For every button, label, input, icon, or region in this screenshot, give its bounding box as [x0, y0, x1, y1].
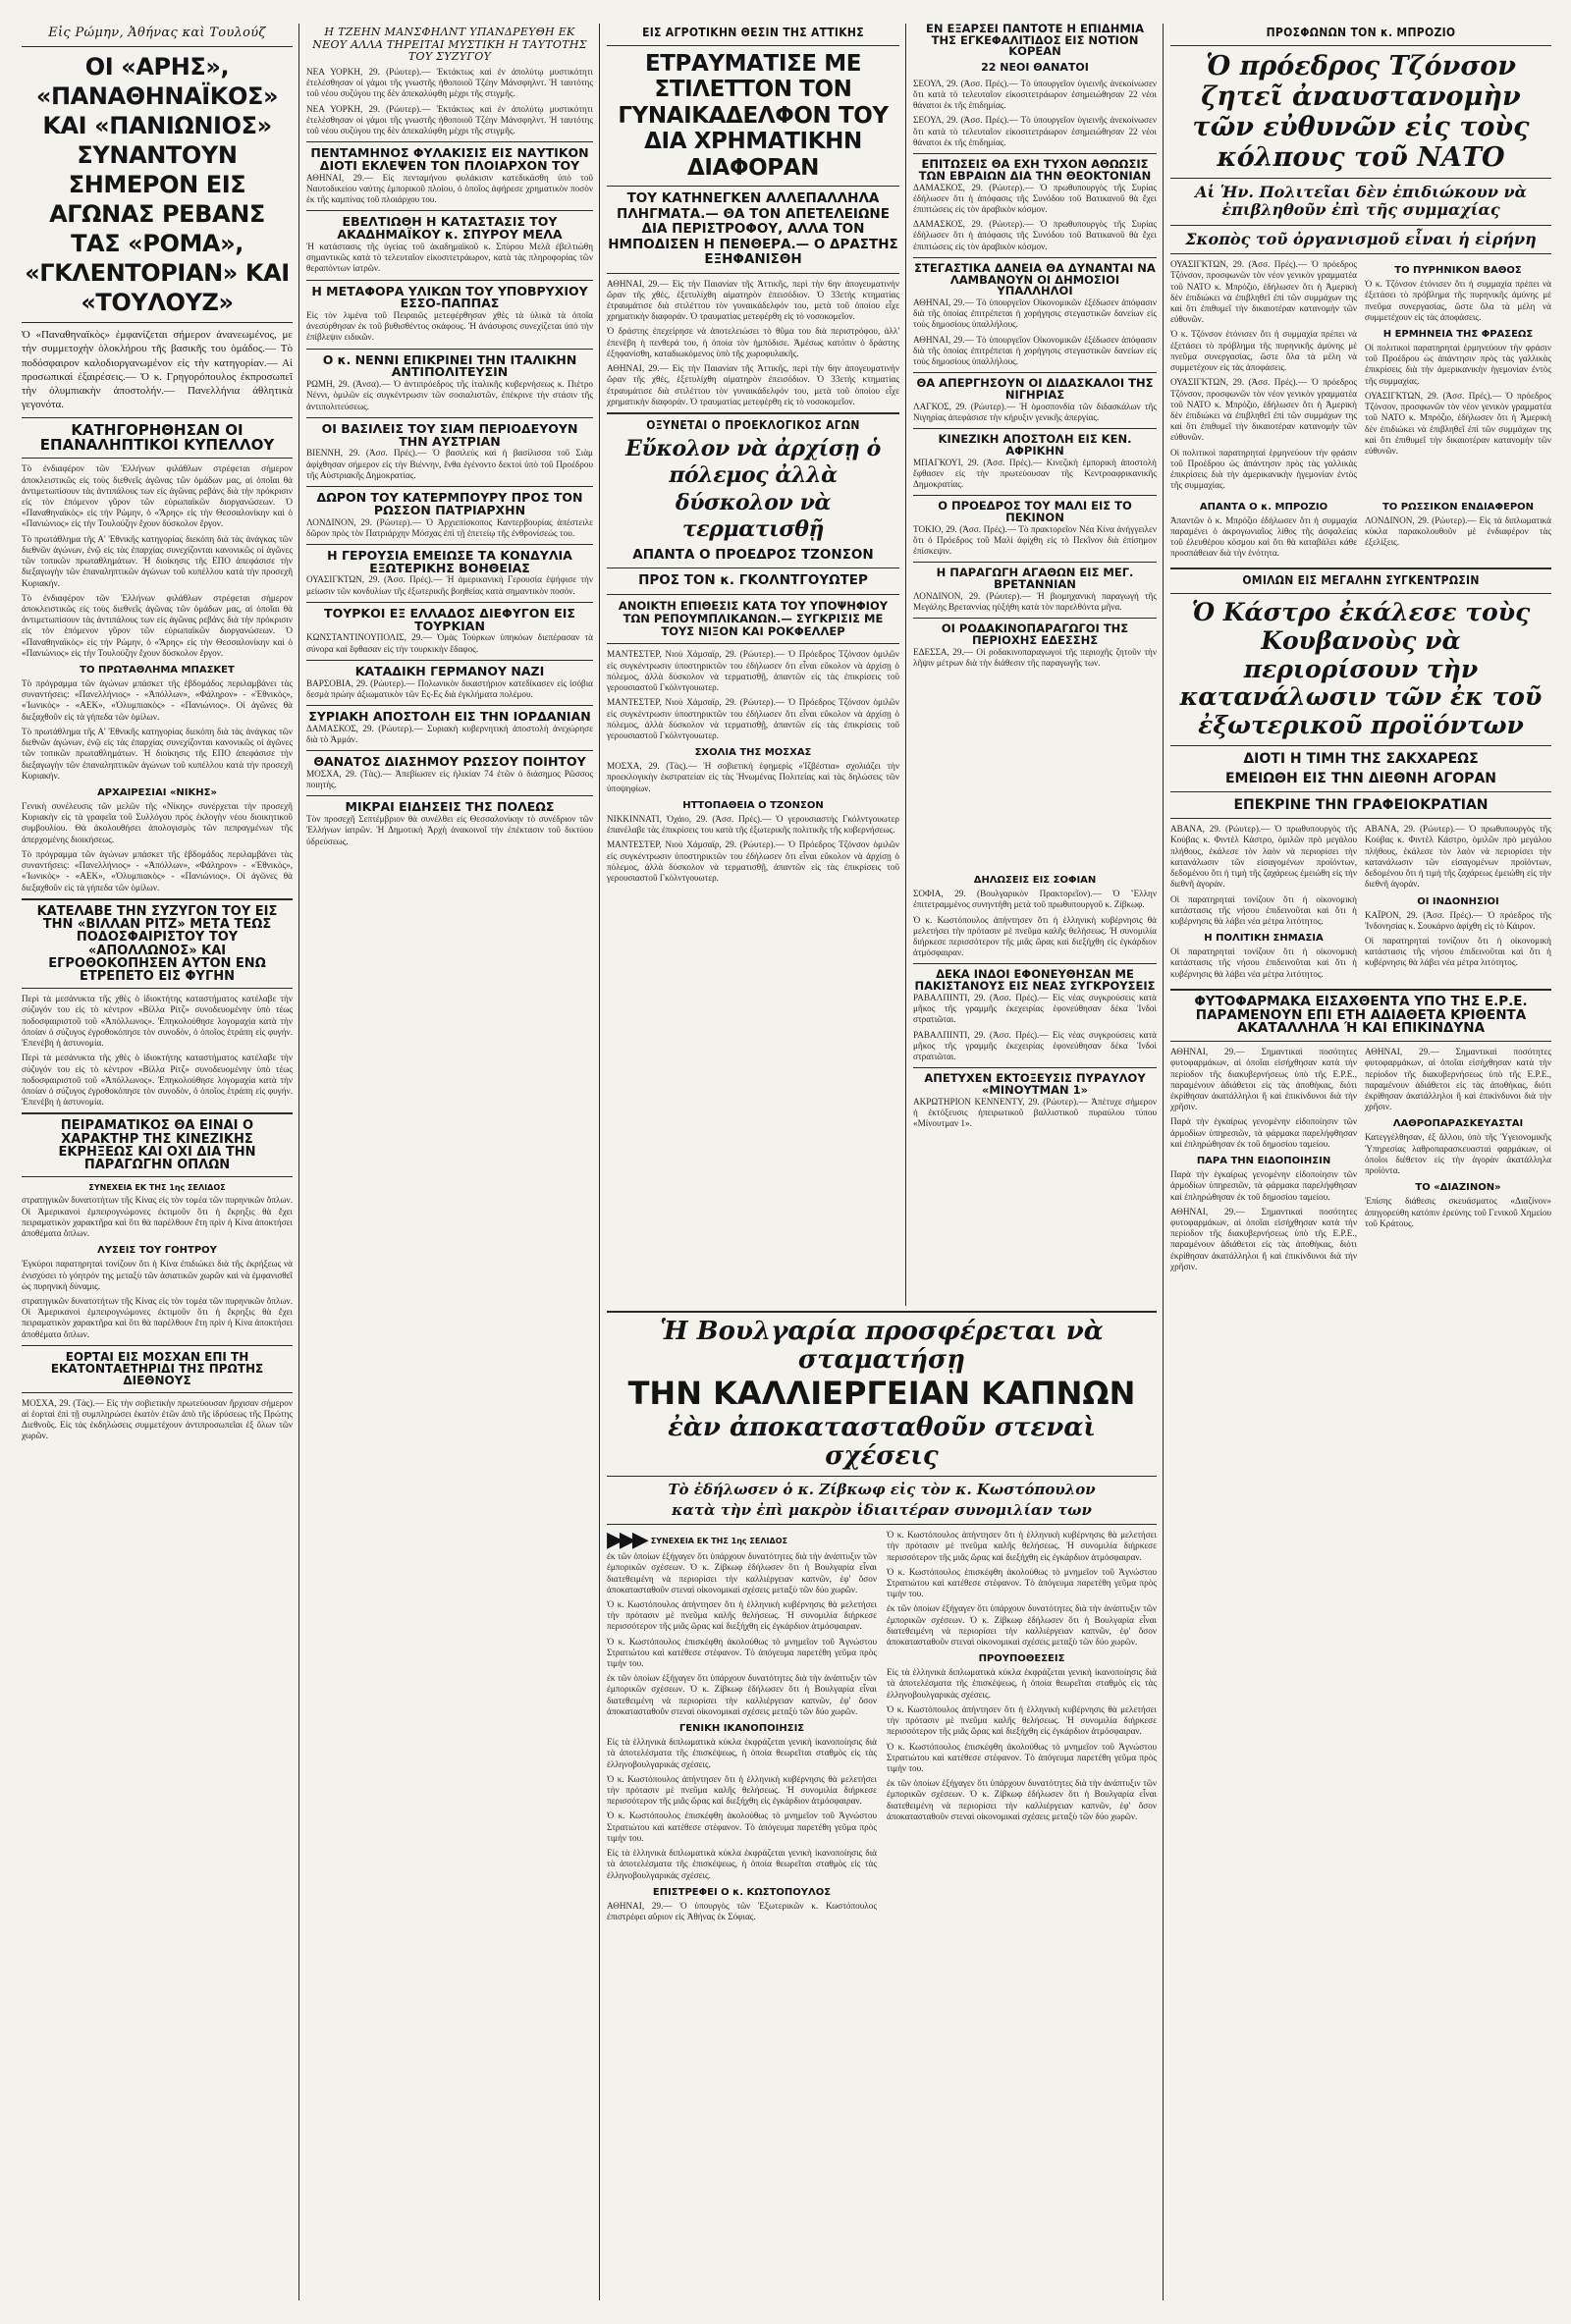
section-heading: ΚΑΤΗΓΟΡΗΘΗΣΑΝ ΟΙ ΕΠΑΝΑΛΗΠΤΙΚΟΙ ΚΥΠΕΛΛΟΥ	[39, 420, 275, 455]
paragraph: Γενικὴ συνέλευσις τῶν μελῶν τῆς «Νίκης» συνέρχεται τὴν προσεχῆ Κυριακὴν εἰς τὰ γραφεῖα τοῦ Συλλόγου πρὸς ἐκλογὴν νέου διοικητικοῦ συμβουλίου. Θὰ ἀκολουθήσει ἀπολογισμὸς τῶν πεπραγμένων τῆς ἀπερχομένης διοικήσεως.	[22, 801, 293, 844]
column-2	[306, 24, 593, 2300]
paragraph: ΣΟΦΙΑ, 29. (Βουλγαρικὸν Πρακτορεῖον).— Ὁ Ἕλλην ἐπιτετραμμένος συνηντήθη μετὰ τοῦ πρωθυπουργοῦ κ. Ζίβκωφ.	[913, 889, 1157, 910]
paragraph: Τὸ ἐνδιαφέρον τῶν Ἑλλήνων φιλάθλων στρέφεται σήμερον ἀποκλειστικῶς εἰς τοὺς διεθνεῖς ἀγῶνας τῶν ὁμάδων μας, αἱ ὁποῖαι θὰ ἀντιμετωπίσουν τὰς ἀντιπάλους των εἰς ἀγῶνας ρεβάνς διὰ τὴν πρόκρισιν εἰς τὸν ἑπόμενον γῦρον τῶν εὐρωπαϊκῶν διοργανώσεων. Ὁ «Παναθηναϊκὸς» εἰς τὴν Ρώμην, ὁ «Ἄρης» εἰς τὴν Θεσσαλονίκην καὶ ὁ «Πανιώνιος» εἰς τὴν Τουλούζην ἔχουν δύσκολον ἔργον.	[22, 592, 293, 658]
paragraph: ΒΙΕΝΝΗ, 29. (Ἀσσ. Πρές).— Ὁ βασιλεὺς καὶ ἡ βασίλισσα τοῦ Σιὰμ ἀφίχθησαν σήμερον εἰς τὴν Βιέννην, ἔνθα ἐγένοντο δεκτοὶ ὑπὸ τοῦ Προέδρου τῆς Αὐστριακῆς Δημοκρατίας.	[306, 448, 593, 480]
section-heading: ΠΑΡΑ ΤΗΝ ΕΙΔΟΠΟΙΗΣΙΝ	[1196, 1156, 1331, 1167]
paragraph: Ὁ κ. Τζόνσον ἐτόνισεν ὅτι ἡ συμμαχία πρέπει νὰ ἐξετάσει τὸ πρόβλημα τῆς πυρηνικῆς ἀμύνης μὲ πνεῦμα συνεργασίας, ὥστε ὅλα τὰ μέλη νὰ συμμετέχουν εἰς τὰς ἀποφάσεις.	[1365, 279, 1551, 322]
column-5	[1170, 24, 1551, 2300]
story-headline: ΣΤΕΓΑΣΤΙΚΑ ΔΑΝΕΙΑ ΘΑ ΔΥΝΑΝΤΑΙ ΝΑ ΛΑΜΒΑΝΟΥΝ ΟΙ ΔΗΜΟΣΙΟΙ ΥΠΑΛΛΗΛΟΙ	[914, 260, 1156, 298]
subheadline: 22 ΝΕΟΙ ΘΑΝΑΤΟΙ	[981, 61, 1089, 75]
section-heading: ΓΕΝΙΚΗ ΙΚΑΝΟΠΟΙΗΣΙΣ	[678, 1723, 805, 1735]
paragraph: Τὸ ἐνδιαφέρον τῶν Ἑλλήνων φιλάθλων στρέφεται σήμερον ἀποκλειστικῶς εἰς τοὺς διεθνεῖς ἀγῶνας τῶν ὁμάδων μας, αἱ ὁποῖαι θὰ ἀντιμετωπίσουν τὰς ἀντιπάλους των εἰς ἀγῶνας ρεβάνς διὰ τὴν πρόκρισιν εἰς τὸν ἑπόμενον γῦρον τῶν εὐρωπαϊκῶν διοργανώσεων. Ὁ «Παναθηναϊκὸς» εἰς τὴν Ρώμην, ὁ «Ἄρης» εἰς τὴν Θεσσαλονίκην καὶ ὁ «Πανιώνιος» εἰς τὴν Τουλούζην ἔχουν δύσκολον ἔργον.	[22, 463, 293, 529]
section-heading: ΕΠΙΣΤΡΕΦΕΙ Ο κ. ΚΩΣΤΟΠΟΥΛΟΣ	[652, 1886, 832, 1898]
kicker: ΕΙΣ ΑΓΡΟΤΙΚΗΝ ΘΕΣΙΝ ΤΗΣ ΑΤΤΙΚΗΣ	[642, 26, 864, 39]
wide-story-col	[887, 1530, 1157, 1926]
paragraph: ΡΩΜΗ, 29. (Ἀνσα).— Ὁ ἀντιπρόεδρος τῆς ἰταλικῆς κυβερνήσεως κ. Πιέτρο Νέννι, ὁμιλῶν εἰς συγκέντρωσιν τῶν σοσιαλιστῶν, ἐπέκρινε τὴν στάσιν τῆς ἀντιπολιτεύσεως.	[306, 379, 593, 411]
headline: ΕΤΡΑΥΜΑΤΙΣΕ ΜΕ ΣΤΙΛΕΤΤΟΝ ΤΟΝ ΓΥΝΑΙΚΑΔΕΛΦΟΝ ΤΟΥ ΔΙΑ ΧΡΗΜΑΤΙΚΗΝ ΔΙΑΦΟΡΑΝ	[618, 50, 889, 181]
kicker: ΟΞΥΝΕΤΑΙ Ο ΠΡΟΕΚΛΟΓΙΚΟΣ ΑΓΩΝ	[646, 417, 860, 432]
paragraph: Κατεγγέλθησαν, ἐξ ἄλλου, ὑπὸ τῆς Ὑγειονομικῆς Ὑπηρεσίας λαθροπαρασκευασταὶ φαρμάκων, οἱ ὁποῖοι διέθετον εἰς τὴν ἀγορὰν ἀκατάλληλα προϊόντα.	[1365, 1132, 1551, 1176]
lead-paragraph: Ὁ «Παναθηναϊκὸς» ἐμφανίζεται σήμερον ἀνανεωμένος, με τὴν συμμετοχὴν ὁλοκλήρου τῆς βασικῆς του ὁμάδος.— Τὸ ποδόσφαιρον καλοδιοργανωμένον εἰς τὴν κατηγορίαν.— Αἱ προσωπικαὶ ἐξαιρέσεις.— Ὁ κ. Γρηγορόπουλος ἐκπροσωπεῖ τὴν ὀλυμπιακὴν ἀποστολήν.— Πανελλήνια ἀθλητικὰ γεγονότα.	[22, 328, 293, 411]
paragraph: Οἱ παρατηρηταὶ τονίζουν ὅτι ἡ οἰκονομικὴ κατάστασις τῆς νήσου ἐπιδεινοῦται καὶ ὅτι ἡ κυβέρνησις θὰ λάβει νέα μέτρα λιτότητος.	[1170, 893, 1357, 926]
paragraph: ΑΘΗΝΑΙ, 29.— Τὸ ὑπουργεῖον Οἰκονομικῶν ἐξέδωσεν ἀπόφασιν διὰ τῆς ὁποίας ἐπιτρέπεται ἡ χορήγησις στεγαστικῶν δανείων εἰς τοὺς δημοσίους ὑπαλλήλους.	[913, 334, 1157, 367]
paragraph: ΑΘΗΝΑΙ, 29.— Σημαντικαὶ ποσότητες φυτοφαρμάκων, αἱ ὁποῖαι εἰσήχθησαν κατὰ τὴν περίοδον τῆς διακυβερνήσεως ὑπὸ τῆς Ε.Ρ.Ε., παραμένουν ἀδιάθετοι εἰς τὰς ἀποθήκας, διότι ἐκρίθησαν ἀκατάλληλοι ἢ καὶ ἐπικίνδυνοι διὰ τὴν χρῆσιν.	[1170, 1047, 1357, 1112]
paragraph: ΡΑΒΑΛΠΙΝΤΙ, 29. (Ἀσσ. Πρές).— Εἰς νέας συγκρούσεις κατὰ μῆκος τῆς γραμμῆς ἐκεχειρίας ἐφονεύθησαν δέκα Ἰνδοὶ στρατιῶται.	[913, 1029, 1157, 1061]
story-headline: ΕΒΕΛΤΙΩΘΗ Η ΚΑΤΑΣΤΑΣΙΣ ΤΟΥ ΑΚΑΔΗΜΑΪΚΟΥ κ. ΣΠΥΡΟΥ ΜΕΛΑ	[337, 214, 563, 243]
paragraph: ΜΟΣΧΑ, 29. (Τὰς).— Εἰς τὴν σοβιετικὴν πρωτεύουσαν ἤρχισαν σήμερον αἱ ἑορταὶ ἐπὶ τῇ συμπληρώσει ἑκατὸν ἐτῶν ἀπὸ τῆς ἱδρύσεως τῆς Πρώτης Διεθνοῦς. Εἰς τὰς ἐκδηλώσεις συμμετέχουν ἀντιπροσωπεῖαι ἐξ ὅλων τῶν χωρῶν.	[22, 1397, 293, 1441]
paragraph: Ὁ κ. Κωστόπουλος ἀπήντησεν ὅτι ἡ ἑλληνικὴ κυβέρνησις θὰ μελετήσει τὴν πρότασιν μὲ πνεῦμα καλῆς θελήσεως. Ἡ συνομιλία διήρκεσε περισσότερον τῆς μιᾶς ὥρας καὶ διεξήχθη εἰς ἐγκάρδιον ἀτμόσφαιραν.	[887, 1530, 1157, 1562]
section-heading: ΤΟ ΠΡΩΤΑΘΛΗΜΑ ΜΠΑΣΚΕΤ	[80, 665, 235, 676]
paragraph: ΝΕΑ ΥΟΡΚΗ, 29. (Ρώυτερ).— Ἐκτάκτως καὶ ἐν ἀπολύτῳ μυστικότητι ἐτελέσθησαν οἱ γάμοι τῆς γνωστῆς ἠθοποιοῦ Τζέην Μάνσφηλντ. Ἡ ταυτότης τοῦ νέου συζύγου της δὲν ἀπεκαλύφθη μέχρι τῆς στιγμῆς.	[306, 66, 593, 99]
paragraph: ΣΕΟΥΛ, 29. (Ἀσσ. Πρές).— Τὸ ὑπουργεῖον ὑγιεινῆς ἀνεκοίνωσεν ὅτι κατὰ τὸ τελευταῖον εἰκοσιτετράωρον ἐσημειώθησαν 22 νέοι θάνατοι ἐκ τῆς ἐπιδημίας.	[913, 78, 1157, 111]
section-heading: ΛΑΘΡΟΠΑΡΑΣΚΕΥΑΣΤΑΙ	[1392, 1118, 1524, 1130]
headline: Ἡ Βουλγαρία προσφέρεται νὰ σταματήσῃ	[660, 1317, 1104, 1375]
section-heading: Η ΠΟΛΙΤΙΚΗ ΣΗΜΑΣΙΑ	[1204, 933, 1324, 945]
kicker: ΠΡΟΣΦΩΝΩΝ ΤΟΝ κ. ΜΠΡΟΖΙΟ	[1266, 26, 1456, 39]
story-headline: Η ΜΕΤΑΦΟΡΑ ΥΛΙΚΩΝ ΤΟΥ ΥΠΟΒΡΥΧΙΟΥ ΕΣΣΟ-ΠΑΠΠΑΣ	[311, 283, 588, 311]
subheadline: ΤΟΥ ΚΑΤΗΝΕΓΚΕΝ ΑΛΛΕΠΑΛΛΗΛΑ ΠΛΗΓΜΑΤΑ.— ΘΑ ΤΟΝ ΑΠΕΤΕΛΕΙΩΝΕ ΔΙΑ ΠΕΡΙΣΤΡΟΦΟΥ, ΑΛΛΑ ΤΟΝ ΗΜΠΟΔΙΣΕΝ Η ΠΕΝΘΕΡΑ.— Ο ΔΡΑΣΤΗΣ ΕΞΗΦΑΝΙΣΘΗ	[608, 189, 898, 268]
paragraph: ΛΟΝΔΙΝΟΝ, 29. (Ρώυτερ).— Ἡ βιομηχανικὴ παραγωγὴ τῆς Μεγάλης Βρεταννίας ηὐξήθη κατὰ τὸν παρελθόντα μῆνα.	[913, 590, 1157, 613]
paragraph: ΑΒΑΝΑ, 29. (Ρώυτερ).— Ὁ πρωθυπουργὸς τῆς Κούβας κ. Φιντὲλ Κάστρο, ὁμιλῶν πρὸ μεγάλου πλήθους, ἐκάλεσε τὸν λαὸν νὰ περιορίσει τὴν κατανάλωσιν τῶν εἰσαγομένων προϊόντων, δεδομένου ὅτι ἡ τιμὴ τῆς ζαχάρεως ἐμειώθη εἰς τὴν διεθνῆ ἀγοράν.	[1365, 824, 1551, 890]
story-headline: ΕΝ ΕΞΑΡΣΕΙ ΠΑΝΤΟΤΕ Η ΕΠΙΔΗΜΙΑ ΤΗΣ ΕΓΚΕΦΑΛΙΤΙΔΟΣ ΕΙΣ ΝΟΤΙΟΝ ΚΟΡΕΑΝ	[926, 24, 1144, 59]
column-3	[607, 24, 899, 1300]
section-heading: ΔΗΛΩΣΕΙΣ ΕΙΣ ΣΟΦΙΑΝ	[973, 875, 1097, 887]
headline: Ὁ πρόεδρος Τζόνσον ζητεῖ ἀναυστανομὴν τῶν εὐθυνῶν εἰς τοὺς κόλπους τοῦ ΝΑΤΟ	[1192, 50, 1530, 173]
paragraph: ΛΟΝΔΙΝΟΝ, 29. (Ρώυτερ).— Εἰς τὰ διπλωματικὰ κύκλα παρακολουθοῦν μὲ ἐνδιαφέρον τὰς ἐξελίξεις.	[1365, 514, 1551, 547]
story-headline: ΕΠΙΤΩΣΕΙΣ ΘΑ ΕΧΗ ΤΥΧΟΝ ΑΘΩΩΣΙΣ ΤΩΝ ΕΒΡΑΙΩΝ ΔΙΑ ΤΗΝ ΘΕΟΚΤΟΝΙΑΝ	[918, 157, 1152, 183]
paragraph: Παρὰ τὴν ἐγκαίρως γενομένην εἰδοποίησιν τῶν ἁρμοδίων ὑπηρεσιῶν, τὰ φάρμακα παρελήφθησαν καὶ ἐπληρώθησαν ἐκ τοῦ δημοσίου ταμείου.	[1170, 1169, 1357, 1202]
paragraph: στρατηγικῶν δυνατοτήτων τῆς Κίνας εἰς τὸν τομέα τῶν πυρηνικῶν ὅπλων. Οἱ Ἀμερικανοὶ ἐμπειρογνώμονες ἐκτιμοῦν ὅτι ἡ ἔκρηξις θὰ ἔχει πειραματικὸν χαρακτῆρα καὶ ὅτι θὰ παρέλθουν ἔτη πρὶν ἡ Κίνα ἀποκτήσει ἀποθέματα ὅπλων.	[22, 1295, 293, 1339]
paragraph: Τὸ πρωτάθλημα τῆς Α' Ἐθνικῆς κατηγορίας διεκόπη διὰ τὰς ἀνάγκας τῶν διεθνῶν ἀγώνων, ἐνῷ εἰς τὰς ἐπαρχίας συνεχίζονται κανονικῶς οἱ ἀγῶνες τῶν τοπικῶν πρωταθλημάτων. Ἡ διοίκησις τῆς ΕΠΟ ἀπεφάσισε τὴν διεξαγωγὴν τῶν ἐπαναληπτικῶν ἀγώνων τοῦ κυπέλλου κατὰ τὴν προσεχῆ Κυριακήν.	[22, 726, 293, 781]
subheadline: κατὰ τὴν ἐπὶ μακρὸν ἰδιαιτέραν συνομιλίαν των	[672, 1500, 1092, 1519]
kicker: ΟΜΙΛΩΝ ΕΙΣ ΜΕΓΑΛΗΝ ΣΥΓΚΕΝΤΡΩΣΙΝ	[1242, 573, 1480, 588]
story-headline: ΚΙΝΕΖΙΚΗ ΑΠΟΣΤΟΛΗ ΕΙΣ ΚΕΝ. ΑΦΡΙΚΗΝ	[938, 432, 1132, 458]
paragraph: ΔΑΜΑΣΚΟΣ, 29. (Ρώυτερ).— Συριακὴ κυβερνητικὴ ἀποστολὴ ἀνεχώρησε διὰ τὸ Ἀμμάν.	[306, 723, 593, 744]
paragraph: Τὸν προσεχῆ Σεπτέμβριον θὰ συνέλθει εἰς Θεσσαλονίκην τὸ συνέδριον τῶν Ἑλλήνων ἰατρῶν. Ἡ Δημοτικὴ Ἀρχὴ ἀνακοινοῖ τὴν ἐπέκτασιν τοῦ δικτύου ὑδρεύσεως.	[306, 814, 593, 846]
paragraph: ΑΘΗΝΑΙ, 29.— Εἰς πενταμήνου φυλάκισιν κατεδικάσθη ὑπὸ τοῦ Ναυτοδικείου ναύτης ἐμπορικοῦ πλοίου, ὁ ὁποῖος ἀφήρεσε χρηματικὸν ποσὸν ἐκ τῆς καμπίνας τοῦ πλοιάρχου του.	[306, 172, 593, 205]
story-headline: Η ΤΖΕΗΝ ΜΑΝΣΦΗΛΝΤ ΥΠΑΝΔΡΕΥΘΗ ΕΚ ΝΕΟΥ ΑΛΛΑ ΤΗΡΕΙΤΑΙ ΜΥΣΤΙΚΗ Η ΤΑΥΤΟΤΗΣ ΤΟΥ ΣΥΖΥΓΟΥ	[312, 26, 587, 64]
story-headline: ΤΟΥΡΚΟΙ ΕΞ ΕΛΛΑΔΟΣ ΔΙΕΦΥΓΟΝ ΕΙΣ ΤΟΥΡΚΙΑΝ	[324, 605, 575, 633]
arrow-icon: ▶▶▶	[607, 1528, 645, 1553]
story-headline: ΚΑΤΑΔΙΚΗ ΓΕΡΜΑΝΟΥ ΝΑΖΙ	[354, 663, 545, 678]
paragraph: ΜΑΝΤΕΣΤΕΡ, Νιοὺ Χάμσαϊρ, 29. (Ρώυτερ).— Ὁ Πρόεδρος Τζόνσον ὁμιλῶν εἰς συγκέντρωσιν ὑποστηρικτῶν του ἐδήλωσεν ὅτι εἶναι εὔκολον νὰ ἀρχίσῃ ὁ πόλεμος, ἀλλὰ δύσκολον νὰ τερματισθῇ, ἀπαντῶν εἰς τὰς ἐπικρίσεις τοῦ γερουσιαστοῦ Γκόλντγουωτερ.	[607, 649, 899, 693]
paragraph: ΑΘΗΝΑΙ, 29.— Σημαντικαὶ ποσότητες φυτοφαρμάκων, αἱ ὁποῖαι εἰσήχθησαν κατὰ τὴν περίοδον τῆς διακυβερνήσεως ὑπὸ τῆς Ε.Ρ.Ε., παραμένουν ἀδιάθετοι εἰς τὰς ἀποθήκας, διότι ἐκρίθησαν ἀκατάλληλοι ἢ καὶ ἐπικίνδυνοι διὰ τὴν χρῆσιν.	[1170, 1206, 1357, 1271]
paragraph: Εἰς τὰ ἑλληνικὰ διπλωματικὰ κύκλα ἐκφράζεται γενικὴ ἱκανοποίησις διὰ τὰ ἀποτελέσματα τῆς ἐπισκέψεως, ἡ ὁποία θεωρεῖται σταθμὸς εἰς τὰς ἑλληνοβουλγαρικὰς σχέσεις.	[607, 1848, 877, 1880]
paragraph: Τὸ πρωτάθλημα τῆς Α' Ἐθνικῆς κατηγορίας διεκόπη διὰ τὰς ἀνάγκας τῶν διεθνῶν ἀγώνων, ἐνῷ εἰς τὰς ἐπαρχίας συνεχίζονται κανονικῶς οἱ ἀγῶνες τῶν τοπικῶν πρωταθλημάτων. Ἡ διοίκησις τῆς ΕΠΟ ἀπεφάσισε τὴν διεξαγωγὴν τῶν ἐπαναληπτικῶν ἀγώνων τοῦ κυπέλλου κατὰ τὴν προσεχῆ Κυριακήν.	[22, 533, 293, 588]
section-heading: ΑΠΑΝΤΑ Ο κ. ΜΠΡΟΖΙΟ	[1199, 501, 1328, 513]
headline: ΟΙ «ΑΡΗΣ», «ΠΑΝΑΘΗΝΑΪΚΟΣ» ΚΑΙ «ΠΑΝΙΩΝΙΟΣ» ΣΥΝΑΝΤΟΥΝ ΣΗΜΕΡΟΝ ΕΙΣ ΑΓΩΝΑΣ ΡΕΒΑΝΣ ΤΑΣ «ΡΟΜΑ», «ΓΚΛΕΝΤΟΡΙΑΝ» ΚΑΙ «ΤΟΥΛΟΥΖ»	[25, 52, 290, 316]
story-headline: Ο κ. ΝΕΝΝΙ ΕΠΙΚΡΙΝΕΙ ΤΗΝ ΙΤΑΛΙΚΗΝ ΑΝΤΙΠΟΛΙΤΕΥΣΙΝ	[322, 351, 577, 380]
paragraph: Οἱ παρατηρηταὶ τονίζουν ὅτι ἡ οἰκονομικὴ κατάστασις τῆς νήσου ἐπιδεινοῦται καὶ ὅτι ἡ κυβέρνησις θὰ λάβει νέα μέτρα λιτότητος.	[1170, 946, 1357, 979]
story-headline: Η ΠΑΡΑΓΩΓΗ ΑΓΑΘΩΝ ΕΙΣ ΜΕΓ. ΒΡΕΤΑΝΝΙΑΝ	[936, 566, 1134, 592]
paragraph: ΚΑΪΡΟΝ, 29. (Ἀσσ. Πρές).— Ὁ πρόεδρος τῆς Ἰνδονησίας κ. Σουκάρνο ἀφίχθη εἰς τὸ Κάιρον.	[1365, 909, 1551, 931]
paragraph: ΟΥΑΣΙΓΚΤΩΝ, 29. (Ἀσσ. Πρές).— Ὁ πρόεδρος Τζόνσον, προσφωνῶν τὸν νέον γενικὸν γραμματέα τοῦ ΝΑΤΟ κ. Μπρόζιο, ἐδήλωσεν ὅτι ἡ Ἀμερικὴ δὲν ἐπιδιώκει νὰ ἐπιβληθεῖ ἐπὶ τῶν συμμάχων της καὶ ὅτι ἐπιθυμεῖ τὴν δικαιοτέραν κατανομὴν τῶν εὐθυνῶν.	[1170, 377, 1357, 443]
paragraph: Ὁ κ. Κωστόπουλος ἐπισκέφθη ἀκολούθως τὸ μνημεῖον τοῦ Ἀγνώστου Στρατιώτου καὶ κατέθεσε στέφανον. Τὸ ἀπόγευμα παρετέθη γεῦμα πρὸς τιμήν του.	[607, 1636, 877, 1669]
paragraph: Εἰς τὸν λιμένα τοῦ Πειραιῶς μετεφέρθησαν χθὲς τὰ ὑλικὰ τὰ ὁποῖα ἀνεσύρθησαν ἐκ τοῦ βυθισθέντος σκάφους. Ἡ ἀνάσυρσις συνεχίζεται ὑπὸ τὴν ἐπίβλεψιν ειδικῶν.	[306, 310, 593, 343]
story-headline: ΟΙ ΒΑΣΙΛΕΙΣ ΤΟΥ ΣΙΑΜ ΠΕΡΙΟΔΕΥΟΥΝ ΤΗΝ ΑΥΣΤΡΙΑΝ	[321, 420, 578, 449]
story-headline: ΟΙ ΡΟΔΑΚΙΝΟΠΑΡΑΓΩΓΟΙ ΤΗΣ ΠΕΡΙΟΧΗΣ ΕΔΕΣΣΗΣ	[941, 622, 1129, 647]
paragraph: ἐκ τῶν ὁποίων ἐξήγαγεν ὅτι ὑπάρχουν δυνατότητες διὰ τὴν ἀνάπτυξιν τῶν ἐμπορικῶν σχέσεων. Ὁ κ. Ζίβκωφ ἐδήλωσεν ὅτι ἡ Βουλγαρία εἶναι διατεθειμένη νὰ περιορίσει τὴν καλλιέργειαν καπνῶν, ἐφ' ὅσον ἀποκατασταθοῦν στεναὶ οἰκονομικαὶ σχέσεις μεταξὺ τῶν δύο χωρῶν.	[607, 1673, 877, 1716]
paragraph: Ἀπαντῶν ὁ κ. Μπρόζιο ἐδήλωσεν ὅτι ἡ συμμαχία παραμένει ὁ ἀκρογωνιαῖος λίθος τῆς ἀσφαλείας τοῦ ἐλευθέρου κόσμου καὶ ὅτι θὰ καταβάλει κάθε προσπάθειαν διὰ τὴν ἑνότητα.	[1170, 514, 1357, 559]
paragraph: ἐκ τῶν ὁποίων ἐξήγαγεν ὅτι ὑπάρχουν δυνατότητες διὰ τὴν ἀνάπτυξιν τῶν ἐμπορικῶν σχέσεων. Ὁ κ. Ζίβκωφ ἐδήλωσεν ὅτι ἡ Βουλγαρία εἶναι διατεθειμένη νὰ περιορίσει τὴν καλλιέργειαν καπνῶν, ἐφ' ὅσον ἀποκατασταθοῦν στεναὶ οἰκονομικαὶ σχέσεις μεταξὺ τῶν δύο χωρῶν.	[887, 1603, 1157, 1648]
paragraph: ΝΙΚΚΙΝΝΑΤΙ, Ὀχάιο, 29. (Ἀσσ. Πρές).— Ὁ γερουσιαστὴς Γκόλντγουωτερ ἐπανέλαβε τὰς ἐπικρίσεις του κατὰ τῆς ἐξωτερικῆς πολιτικῆς τῆς κυβερνήσεως.	[607, 813, 899, 836]
section-heading: Η ΕΡΜΗΝΕΙΑ ΤΗΣ ΦΡΑΣΕΩΣ	[1382, 329, 1534, 341]
paragraph: Ἐγκύροι παρατηρηταὶ τονίζουν ὅτι ἡ Κίνα ἐπιδιώκει διὰ τῆς ἐκρήξεως νὰ ἐνισχύσει τὸ γόητρόν της μεταξὺ τῶν ἀσιατικῶν χωρῶν καὶ νὰ ἐμφανισθεῖ ὡς πυρηνικὴ δύναμις.	[22, 1259, 293, 1291]
story-headline: ΦΥΤΟΦΑΡΜΑΚΑ ΕΙΣΑΧΘΕΝΤΑ ΥΠΟ ΤΗΣ Ε.Ρ.Ε. ΠΑΡΑΜΕΝΟΥΝ ΕΠΙ ΕΤΗ ΑΔΙΑΘΕΤΑ ΚΡΙΘΕΝΤΑ ΑΚΑΤΑΛΛΗΛΑ Ή ΚΑΙ ΕΠΙΚΙΝΔΥΝΑ	[1194, 993, 1528, 1037]
paragraph: ΒΑΡΣΟΒΙΑ, 29. (Ρώυτερ).— Πολωνικὸν δικαστήριον κατεδίκασεν εἰς ἰσόβια δεσμὰ πρώην ἀξιωματικὸν τῶν Ες-Ες διὰ ἐγκλήματα πολέμου.	[306, 677, 593, 699]
paragraph: Περὶ τὰ μεσάνυκτα τῆς χθὲς ὁ ἰδιοκτήτης καταστήματος κατέλαβε τὴν σύζυγόν του εἰς τὸ κέντρον «Βίλλα Ρίτζ» συνοδευομένην ὑπὸ τέως ποδοσφαιριστοῦ τοῦ «Ἀπόλλωνος». Ἐπηκολούθησε λογομαχία κατὰ τὴν ὁποίαν ὁ σύζυγος ἐγροθοκόπησε τὸν συνοδὸν, ὁ ὁποῖος ἐτράπη εἰς φυγήν. Ἐπενέβη ἡ ἀστυνομία.	[22, 1053, 293, 1108]
continuation-label: ΣΥΝΕΧΕΙΑ ΕΚ ΤΗΣ 1ης ΣΕΛΙΔΟΣ	[88, 1183, 226, 1193]
paragraph: ΜΟΣΧΑ, 29. (Τὰς).— Ἡ σοβιετικὴ ἐφημερὶς «Ἰζβέστια» σχολιάζει τὴν προεκλογικὴν ἐκστρατείαν εἰς τὰς Ἡνωμένας Πολιτείας καὶ τὰς δηλώσεις τῶν ὑποψηφίων.	[607, 761, 899, 793]
story-headline: ΔΩΡΟΝ ΤΟΥ ΚΑΤΕΡΜΠΟΥΡΥ ΠΡΟΣ ΤΟΝ ΡΩΣΣΟΝ ΠΑΤΡΙΑΡΧΗΝ	[316, 490, 583, 517]
paragraph: Εἰς τὰ ἑλληνικὰ διπλωματικὰ κύκλα ἐκφράζεται γενικὴ ἱκανοποίησις διὰ τὰ ἀποτελέσματα τῆς ἐπισκέψεως, ἡ ὁποία θεωρεῖται σταθμὸς εἰς τὰς ἑλληνοβουλγαρικὰς σχέσεις.	[887, 1667, 1157, 1700]
continuation-label: ΣΥΝΕΧΕΙΑ ΕΚ ΤΗΣ 1ης ΣΕΛΙΔΟΣ	[650, 1536, 787, 1545]
paragraph: ΝΕΑ ΥΟΡΚΗ, 29. (Ρώυτερ).— Ἐκτάκτως καὶ ἐν ἀπολύτῳ μυστικότητι ἐτελέσθησαν οἱ γάμοι τῆς γνωστῆς ἠθοποιοῦ Τζέην Μάνσφηλντ. Ἡ ταυτότης τοῦ νέου συζύγου της δὲν ἀπεκαλύφθη μέχρι τῆς στιγμῆς.	[306, 103, 593, 136]
section-heading: ΤΟ ΡΩΣΣΙΚΟΝ ΕΝΔΙΑΦΕΡΟΝ	[1381, 501, 1535, 513]
headline: ΤΗΝ ΚΑΛΛΙΕΡΓΕΙΑΝ ΚΑΠΝΩΝ	[627, 1375, 1136, 1413]
headline: Ὁ Κάστρο ἐκάλεσε τοὺς Κουβανοὺς νὰ περιορίσουν τὴν κατανάλωσιν τῶν ἐκ τοῦ ἐξωτερικοῦ προϊόντων	[1179, 598, 1543, 740]
paragraph: Παρὰ τὴν ἐγκαίρως γενομένην εἰδοποίησιν τῶν ἁρμοδίων ὑπηρεσιῶν, τὰ φάρμακα παρελήφθησαν καὶ ἐπληρώθησαν ἐκ τοῦ δημοσίου ταμείου.	[1170, 1116, 1357, 1149]
paragraph: ΛΑΓΚΟΣ, 29. (Ρώυτερ).— Ἡ ὁμοσπονδία τῶν διδασκάλων τῆς Νιγηρίας ἀπεφάσισε τὴν κήρυξιν γενικῆς ἀπεργίας.	[913, 401, 1157, 422]
paragraph: Περὶ τὰ μεσάνυκτα τῆς χθὲς ὁ ἰδιοκτήτης καταστήματος κατέλαβε τὴν σύζυγόν του εἰς τὸ κέντρον «Βίλλα Ρίτζ» συνοδευομένην ὑπὸ τέως ποδοσφαιριστοῦ τοῦ «Ἀπόλλωνος». Ἐπηκολούθησε λογομαχία κατὰ τὴν ὁποίαν ὁ σύζυγος ἐγροθοκόπησε τὸν συνοδὸν, ὁ ὁποῖος ἐτράπη εἰς φυγήν. Ἐπενέβη ἡ ἀστυνομία.	[22, 994, 293, 1049]
headline: ἐὰν ἀποκατασταθοῦν στεναὶ σχέσεις	[668, 1413, 1096, 1471]
subheadline: ΠΡΟΣ ΤΟΝ κ. ΓΚΟΛΝΤΓΟΥΩΤΕΡ	[638, 572, 868, 589]
paragraph: Οἱ πολιτικοὶ παρατηρηταὶ ἑρμηνεύουν τὴν φράσιν τοῦ Προέδρου ὡς ἀπάντησιν πρὸς τὰς γαλλικὰς ἐπικρίσεις διὰ τὴν ἀμερικανικὴν ἡγεμονίαν ἐντὸς τῆς συμμαχίας.	[1365, 343, 1551, 386]
story-headline: ΠΕΝΤΑΜΗΝΟΣ ΦΥΛΑΚΙΣΙΣ ΕΙΣ ΝΑΥΤΙΚΟΝ ΔΙΟΤΙ ΕΚΛΕΨΕΝ ΤΟΝ ΠΛΟΙΑΡΧΟΝ ΤΟΥ	[310, 145, 589, 173]
subheadline: ΑΠΑΝΤΑ Ο ΠΡΟΕΔΡΟΣ ΤΖΟΝΣΟΝ	[632, 546, 874, 563]
paragraph: ΡΑΒΑΛΠΙΝΤΙ, 29. (Ἀσσ. Πρές).— Εἰς νέας συγκρούσεις κατὰ μῆκος τῆς γραμμῆς ἐκεχειρίας ἐφονεύθησαν δέκα Ἰνδοὶ στρατιῶται.	[913, 992, 1157, 1025]
subheadline: ΕΜΕΙΩΘΗ ΕΙΣ ΤΗΝ ΔΙΕΘΝΗ ΑΓΟΡΑΝ	[1224, 771, 1496, 787]
story-headline: ΘΑΝΑΤΟΣ ΔΙΑΣΗΜΟΥ ΡΩΣΣΟΥ ΠΟΙΗΤΟΥ	[313, 754, 586, 770]
paragraph: Ὁ κ. Κωστόπουλος ἐπισκέφθη ἀκολούθως τὸ μνημεῖον τοῦ Ἀγνώστου Στρατιώτου καὶ κατέθεσε στέφανον. Τὸ ἀπόγευμα παρετέθη γεῦμα πρὸς τιμήν του.	[887, 1566, 1157, 1599]
section-heading: ΟΙ ΙΝΔΟΝΗΣΙΟΙ	[1417, 895, 1499, 907]
paragraph: ΜΟΣΧΑ, 29. (Τὰς).— Ἀπεβίωσεν εἰς ἡλικίαν 74 ἐτῶν ὁ διάσημος Ρῶσσος ποιητὴς.	[306, 768, 593, 790]
story-headline: ΘΑ ΑΠΕΡΓΗΣΟΥΝ ΟΙ ΔΙΔΑΣΚΑΛΟΙ ΤΗΣ ΝΙΓΗΡΙΑΣ	[916, 376, 1154, 403]
subheadline: ΕΠΕΚΡΙΝΕ ΤΗΝ ΓΡΑΦΕΙΟΚΡΑΤΙΑΝ	[1233, 797, 1489, 814]
story-headline: ΕΟΡΤΑΙ ΕΙΣ ΜΟΣΧΑΝ ΕΠΙ ΤΗ ΕΚΑΤΟΝΤΑΕΤΗΡΙΔΙ ΤΗΣ ΠΡΩΤΗΣ ΔΙΕΘΝΟΥΣ	[50, 1349, 264, 1388]
story-headline: ΠΕΙΡΑΜΑΤΙΚΟΣ ΘΑ ΕΙΝΑΙ Ο ΧΑΡΑΚΤΗΡ ΤΗΣ ΚΙΝΕΖΙΚΗΣ ΕΚΡΗΞΕΩΣ ΚΑΙ ΟΧΙ ΔΙΑ ΤΗΝ ΠΑΡΑΓΩΓΗΝ ΟΠΛΩΝ	[58, 1118, 256, 1173]
paragraph: ΕΔΕΣΣΑ, 29.— Οἱ ροδακινοπαραγωγοὶ τῆς περιοχῆς ζητοῦν τὴν λῆψιν μέτρων διὰ τὴν διάθεσιν τῆς παραγωγῆς των.	[913, 646, 1157, 668]
paragraph: ΑΘΗΝΑΙ, 29.— Σημαντικαὶ ποσότητες φυτοφαρμάκων, αἱ ὁποῖαι εἰσήχθησαν κατὰ τὴν περίοδον τῆς διακυβερνήσεως ὑπὸ τῆς Ε.Ρ.Ε., παραμένουν ἀδιάθετοι εἰς τὰς ἀποθήκας, διότι ἐκρίθησαν ἀκατάλληλοι ἢ καὶ ἐπικίνδυνοι διὰ τὴν χρῆσιν.	[1365, 1047, 1551, 1112]
paragraph: Ὁ δράστης ἐπεχείρησε νὰ ἀποτελειώσει τὸ θῦμα του διὰ περιστρόφου, ἀλλ' ἐπενέβη ἡ πενθερά του, ἡ ὁποία τὸν ἠμπόδισε. Ἀμέσως κατόπιν ὁ δράστης ἐξηφανίσθη, καταδιωκόμενος ὑπὸ τῆς χωροφυλακῆς.	[607, 326, 899, 358]
paragraph: Οἱ πολιτικοὶ παρατηρηταὶ ἑρμηνεύουν τὴν φράσιν τοῦ Προέδρου ὡς ἀπάντησιν πρὸς τὰς γαλλικὰς ἐπικρίσεις διὰ τὴν ἀμερικανικὴν ἡγεμονίαν ἐντὸς τῆς συμμαχίας.	[1170, 447, 1357, 491]
story-headline: ΔΕΚΑ ΙΝΔΟΙ ΕΦΟΝΕΥΘΗΣΑΝ ΜΕ ΠΑΚΙΣΤΑΝΟΥΣ ΕΙΣ ΝΕΑΣ ΣΥΓΚΡΟΥΣΕΙΣ	[914, 967, 1156, 994]
paragraph: Ὁ κ. Κωστόπουλος ἐπισκέφθη ἀκολούθως τὸ μνημεῖον τοῦ Ἀγνώστου Στρατιώτου καὶ κατέθεσε στέφανον. Τὸ ἀπόγευμα παρετέθη γεῦμα πρὸς τιμήν του.	[607, 1811, 877, 1843]
paragraph: Ὁ κ. Κωστόπουλος ἀπήντησεν ὅτι ἡ ἑλληνικὴ κυβέρνησις θὰ μελετήσει τὴν πρότασιν μὲ πνεῦμα καλῆς θελήσεως. Ἡ συνομιλία διήρκεσε περισσότερον τῆς μιᾶς ὥρας καὶ διεξήχθη εἰς ἐγκάρδιον ἀτμόσφαιραν.	[887, 1703, 1157, 1737]
column-rule	[1163, 24, 1164, 2300]
subheadline: ΔΙΟΤΙ Η ΤΙΜΗ ΤΗΣ ΣΑΚΧΑΡΕΩΣ	[1243, 750, 1479, 767]
paragraph: Τὸ πρόγραμμα τῶν ἀγώνων μπάσκετ τῆς ἑβδομάδος περιλαμβάνει τὰς συναντήσεις: «Πανελλήνιος» - «Ἀπόλλων», «Φάληρον» - «Ἐθνικὸς», «Ἰωνικὸς» - «ΑΕΚ», «Ὀλυμπιακὸς» - «Πανιώνιος». Οἱ ἀγῶνες θὰ διεξαχθοῦν εἰς τὰ γήπεδα τῶν ὁμίλων.	[22, 848, 293, 892]
section-heading: ΛΥΣΕΙΣ ΤΟΥ ΓΟΗΤΡΟΥ	[97, 1245, 217, 1257]
paragraph: ΑΘΗΝΑΙ, 29.— Τὸ ὑπουργεῖον Οἰκονομικῶν ἐξέδωσεν ἀπόφασιν διὰ τῆς ὁποίας ἐπιτρέπεται ἡ χορήγησις στεγαστικῶν δανείων εἰς τοὺς δημοσίους ὑπαλλήλους.	[913, 297, 1157, 330]
paragraph: Ἡ κατάστασις τῆς ὑγείας τοῦ ἀκαδημαϊκοῦ κ. Σπύρου Μελᾶ ἐβελτιώθη σημαντικῶς κατὰ τὸ τελευταῖον εἰκοσιτετράωρον, κατὰ τὰς πληροφορίας τῶν θεραπόντων ἰατρῶν.	[306, 241, 593, 274]
paragraph: ΑΘΗΝΑΙ, 29.— Ὁ ὑπουργὸς τῶν Ἐξωτερικῶν κ. Κωστόπουλος ἐπιστρέφει αὔριον εἰς Ἀθήνας ἐκ Σόφιας.	[607, 1900, 877, 1921]
paragraph: ΑΘΗΝΑΙ, 29.— Εἰς τὴν Παιανίαν τῆς Ἀττικῆς, περὶ τὴν 6ην ἀπογευματινὴν ὥραν τῆς χθές, ἐξετυλίχθη αἱματηρὸν ἐπεισόδιον. Ὁ 33ετὴς κτηματίας ἐτραυμάτισε διὰ στιλέττου τὸν γυναικάδελφόν του, μετὰ τοῦ ὁποίου εἶχε χρηματικὴν διαφοράν. Ὁ τραυματίας μετεφέρθη εἰς τὸ νοσοκομεῖον.	[607, 363, 899, 406]
subheadline: Αἱ Ἡν. Πολιτεῖαι δὲν ἐπιδιώκουν νὰ ἐπιβληθοῦν ἐπὶ τῆς συμμαχίας	[1195, 182, 1527, 220]
story-headline: Η ΓΕΡΟΥΣΙΑ ΕΜΕΙΩΣΕ ΤΑ ΚΟΝΔΥΛΙΑ ΕΞΩΤΕΡΙΚΗΣ ΒΟΗΘΕΙΑΣ	[327, 547, 572, 575]
paragraph: ΜΠΑΓΚΟΥΙ, 29. (Ἀσσ. Πρές).— Κινεζικὴ ἐμπορικὴ ἀποστολὴ ἔφθασεν εἰς τὴν πρωτεύουσαν τῆς Κεντροαφρικανικῆς Δημοκρατίας.	[913, 457, 1157, 490]
section-heading: ΗΤΤΟΠΑΘΕΙΑ Ο ΤΖΟΝΣΟΝ	[682, 799, 824, 811]
paragraph: Ὁ κ. Κωστόπουλος ἀπήντησεν ὅτι ἡ ἑλληνικὴ κυβέρνησις θὰ μελετήσει τὴν πρότασιν μὲ πνεῦμα καλῆς θελήσεως. Ἡ συνομιλία διήρκεσε περισσότερον τῆς μιᾶς ὥρας καὶ διεξήχθη εἰς ἐγκάρδιον ἀτμόσφαιραν.	[607, 1773, 877, 1807]
section-heading: ΤΟ ΠΥΡΗΝΙΚΟΝ ΒΑΘΟΣ	[1394, 265, 1522, 277]
section-heading: ΤΟ «ΔΙΑΖΙΝΟΝ»	[1415, 1182, 1501, 1194]
subheadline: ΑΝΟΙΚΤΗ ΕΠΙΘΕΣΙΣ ΚΑΤΑ ΤΟΥ ΥΠΟΨΗΦΙΟΥ ΤΩΝ ΡΕΠΟΥΜΠΛΙΚΑΝΩΝ.— ΣΥΓΚΡΙΣΙΣ ΜΕ ΤΟΥΣ ΝΙΞΟΝ ΚΑΙ ΡΟΚΦΕΛΛΕΡ	[618, 598, 889, 639]
wide-story	[607, 1306, 1157, 2300]
paragraph: ΚΩΝΣΤΑΝΤΙΝΟΥΠΟΛΙΣ, 29.— Ὁμὰς Τούρκων ὑπηκόων διεπέρασαν τὰ σύνορα καὶ ἔφθασαν εἰς τὴν τουρκικὴν ἔδαφος.	[306, 632, 593, 654]
story-headline: Ο ΠΡΟΕΔΡΟΣ ΤΟΥ ΜΑΛΙ ΕΙΣ ΤΟ ΠΕΚΙΝΟΝ	[938, 499, 1132, 525]
paragraph: ΟΥΑΣΙΓΚΤΩΝ, 29. (Ἀσσ. Πρές).— Ὁ πρόεδρος Τζόνσον, προσφωνῶν τὸν νέον γενικὸν γραμματέα τοῦ ΝΑΤΟ κ. Μπρόζιο, ἐδήλωσεν ὅτι ἡ Ἀμερικὴ δὲν ἐπιδιώκει νὰ ἐπιβληθεῖ ἐπὶ τῶν συμμάχων της καὶ ὅτι ἐπιθυμεῖ τὴν δικαιοτέραν κατανομὴν τῶν εὐθυνῶν.	[1365, 390, 1551, 456]
paragraph: ἐκ τῶν ὁποίων ἐξήγαγεν ὅτι ὑπάρχουν δυνατότητες διὰ τὴν ἀνάπτυξιν τῶν ἐμπορικῶν σχέσεων. Ὁ κ. Ζίβκωφ ἐδήλωσεν ὅτι ἡ Βουλγαρία εἶναι διατεθειμένη νὰ περιορίσει τὴν καλλιέργειαν καπνῶν, ἐφ' ὅσον ἀποκατασταθοῦν στεναὶ οἰκονομικαὶ σχέσεις μεταξὺ τῶν δύο χωρῶν.	[887, 1778, 1157, 1821]
paragraph: ΔΑΜΑΣΚΟΣ, 29. (Ρώυτερ).— Ὁ πρωθυπουργὸς τῆς Συρίας ἐδήλωσεν ὅτι ἡ ἀπόφασις τῆς Συνόδου τοῦ Βατικανοῦ θὰ ἔχει ἐπιπτώσεις εἰς τὸν ἀραβικὸν κόσμον.	[913, 219, 1157, 251]
paragraph: ΜΑΝΤΕΣΤΕΡ, Νιοὺ Χάμσαϊρ, 29. (Ρώυτερ).— Ὁ Πρόεδρος Τζόνσον ὁμιλῶν εἰς συγκέντρωσιν ὑποστηρικτῶν του ἐδήλωσεν ὅτι εἶναι εὔκολον νὰ ἀρχίσῃ ὁ πόλεμος, ἀλλὰ δύσκολον νὰ τερματισθῇ, ἀπαντῶν εἰς τὰς ἐπικρίσεις τοῦ γερουσιαστοῦ Γκόλντγουωτερ.	[607, 839, 899, 883]
paragraph: Οἱ παρατηρηταὶ τονίζουν ὅτι ἡ οἰκονομικὴ κατάστασις τῆς νήσου ἐπιδεινοῦται καὶ ὅτι ἡ κυβέρνησις θὰ λάβει νέα μέτρα λιτότητος.	[1365, 935, 1551, 968]
story-headline: ΣΥΡΙΑΚΗ ΑΠΟΣΤΟΛΗ ΕΙΣ ΤΗΝ ΙΟΡΔΑΝΙΑΝ	[308, 709, 591, 725]
paragraph: ΜΑΝΤΕΣΤΕΡ, Νιοὺ Χάμσαϊρ, 29. (Ρώυτερ).— Ὁ Πρόεδρος Τζόνσον ὁμιλῶν εἰς συγκέντρωσιν ὑποστηρικτῶν του ἐδήλωσεν ὅτι εἶναι εὔκολον νὰ ἀρχίσῃ ὁ πόλεμος, ἀλλὰ δύσκολον νὰ τερματισθῇ, ἀπαντῶν εἰς τὰς ἐπικρίσεις τοῦ γερουσιαστοῦ Γκόλντγουωτερ.	[607, 697, 899, 740]
section-heading: ΠΡΟΥΠΟΘΕΣΕΙΣ	[978, 1653, 1065, 1665]
subheadline: Σκοπὸς τοῦ ὀργανισμοῦ εἶναι ἡ εἰρήνη	[1185, 229, 1537, 248]
paragraph: ΟΥΑΣΙΓΚΤΩΝ, 29. (Ἀσσ. Πρές).— Ἡ ἀμερικανικὴ Γερουσία ἐψήφισε τὴν μείωσιν τῶν κονδυλίων τῆς ἐξωτερικῆς βοηθείας κατὰ σημαντικὸν ποσόν.	[306, 574, 593, 596]
wide-story-col	[607, 1530, 877, 1926]
paragraph: Τὸ πρόγραμμα τῶν ἀγώνων μπάσκετ τῆς ἑβδομάδος περιλαμβάνει τὰς συναντήσεις: «Πανελλήνιος» - «Ἀπόλλων», «Φάληρον» - «Ἐθνικὸς», «Ἰωνικὸς» - «ΑΕΚ», «Ὀλυμπιακὸς» - «Πανιώνιος». Οἱ ἀγῶνες θὰ διεξαχθοῦν εἰς τὰ γήπεδα τῶν ὁμίλων.	[22, 678, 293, 722]
paragraph: ΛΟΝΔΙΝΟΝ, 29. (Ρώυτερ).— Ὁ Ἀρχιεπίσκοπος Καντερβουρίας ἀπέστειλε δῶρον πρὸς τὸν Πατριάρχην Μόσχας ἐπὶ τῇ ἐπετείῳ τῆς ἐνθρονίσεώς του.	[306, 516, 593, 538]
column-rule	[599, 24, 600, 2300]
paragraph: στρατηγικῶν δυνατοτήτων τῆς Κίνας εἰς τὸν τομέα τῶν πυρηνικῶν ὅπλων. Οἱ Ἀμερικανοὶ ἐμπειρογνώμονες ἐκτιμοῦν ὅτι ἡ ἔκρηξις θὰ ἔχει πειραματικὸν χαρακτῆρα καὶ ὅτι θὰ παρέλθουν ἔτη πρὶν ἡ Κίνα ἀποκτήσει ἀποθέματα ὅπλων.	[22, 1195, 293, 1239]
paragraph: ΑΒΑΝΑ, 29. (Ρώυτερ).— Ὁ πρωθυπουργὸς τῆς Κούβας κ. Φιντὲλ Κάστρο, ὁμιλῶν πρὸ μεγάλου πλήθους, ἐκάλεσε τὸν λαὸν νὰ περιορίσει τὴν κατανάλωσιν τῶν εἰσαγομένων προϊόντων, δεδομένου ὅτι ἡ τιμὴ τῆς ζαχάρεως ἐμειώθη εἰς τὴν διεθνῆ ἀγοράν.	[1170, 824, 1357, 890]
paragraph: Ὁ κ. Κωστόπουλος ἐπισκέφθη ἀκολούθως τὸ μνημεῖον τοῦ Ἀγνώστου Στρατιώτου καὶ κατέθεσε στέφανον. Τὸ ἀπόγευμα παρετέθη γεῦμα πρὸς τιμήν του.	[887, 1741, 1157, 1773]
story-headline: ΚΑΤΕΛΑΒΕ ΤΗΝ ΣΥΖΥΓΟΝ ΤΟΥ ΕΙΣ ΤΗΝ «ΒΙΛΛΑΝ ΡΙΤΖ» ΜΕΤΑ ΤΕΩΣ ΠΟΔΟΣΦΑΙΡΙΣΤΟΥ ΤΟΥ «ΑΠΟΛΛΩΝΟΣ» ΚΑΙ ΕΓΡΟΘΟΚΟΠΗΣΕΝ ΑΥΤΟΝ ΕΝΩ ΕΤΡΕΠΕΤΟ ΕΙΣ ΦΥΓΗΝ	[36, 903, 278, 984]
paragraph: Ἐπίσης διάθεσις σκευάσματος «Διαζίνον» ἀπηγορεύθη κατόπιν ἐρεύνης τοῦ Γενικοῦ Χημείου τοῦ Κράτους.	[1365, 1196, 1551, 1228]
paragraph: ΤΟΚΙΟ, 29. (Ἀσσ. Πρές).— Τὸ πρακτορεῖον Νέα Κίνα ἀνήγγειλεν ὅτι ὁ Πρόεδρος τοῦ Μαλὶ ἀφίχθη εἰς τὸ Πεκῖνον διὰ ἐπίσημον ἐπίσκεψιν.	[913, 523, 1157, 557]
paragraph: Εἰς τὰ ἑλληνικὰ διπλωματικὰ κύκλα ἐκφράζεται γενικὴ ἱκανοποίησις διὰ τὰ ἀποτελέσματα τῆς ἐπισκέψεως, ἡ ὁποία θεωρεῖται σταθμὸς εἰς τὰς ἑλληνοβουλγαρικὰς σχέσεις.	[607, 1737, 877, 1769]
paragraph: ΑΚΡΩΤΗΡΙΟΝ ΚΕΝΝΕΝΤΥ, 29. (Ρώυτερ).— Ἀπέτυχε σήμερον ἡ ἐκτόξευσις ἠπειρωτικοῦ βαλλιστικοῦ πυραύλου τύπου «Μίνουτμαν 1».	[913, 1096, 1157, 1129]
headline: Εὔκολον νὰ ἀρχίσῃ ὁ πόλεμος ἀλλὰ δύσκολον νὰ τερματισθῇ	[625, 435, 881, 543]
kicker: Εἰς Ρώμην, Ἀθήνας καὶ Τουλούζ	[48, 26, 266, 40]
paragraph: ΔΑΜΑΣΚΟΣ, 29. (Ρώυτερ).— Ὁ πρωθυπουργὸς τῆς Συρίας ἐδήλωσεν ὅτι ἡ ἀπόφασις τῆς Συνόδου τοῦ Βατικανοῦ θὰ ἔχει ἐπιπτώσεις εἰς τὸν ἀραβικὸν κόσμον.	[913, 182, 1157, 214]
section-heading: ΣΧΟΛΙΑ ΤΗΣ ΜΟΣΧΑΣ	[694, 747, 812, 759]
paragraph: ΣΕΟΥΛ, 29. (Ἀσσ. Πρές).— Τὸ ὑπουργεῖον ὑγιεινῆς ἀνεκοίνωσεν ὅτι κατὰ τὸ τελευταῖον εἰκοσιτετράωρον ἐσημειώθησαν 22 νέοι θάνατοι ἐκ τῆς ἐπιδημίας.	[913, 115, 1157, 147]
paragraph: ΑΘΗΝΑΙ, 29.— Εἰς τὴν Παιανίαν τῆς Ἀττικῆς, περὶ τὴν 6ην ἀπογευματινὴν ὥραν τῆς χθές, ἐξετυλίχθη αἱματηρὸν ἐπεισόδιον. Ὁ 33ετὴς κτηματίας ἐτραυμάτισε διὰ στιλέττου τὸν γυναικάδελφόν του, μετὰ τοῦ ὁποίου εἶχε χρηματικὴν διαφοράν. Ὁ τραυματίας μετεφέρθη εἰς τὸ νοσοκομεῖον.	[607, 278, 899, 322]
paragraph: ἐκ τῶν ὁποίων ἐξήγαγεν ὅτι ὑπάρχουν δυνατότητες διὰ τὴν ἀνάπτυξιν τῶν ἐμπορικῶν σχέσεων. Ὁ κ. Ζίβκωφ ἐδήλωσεν ὅτι ἡ Βουλγαρία εἶναι διατεθειμένη νὰ περιορίσει τὴν καλλιέργειαν καπνῶν, ἐφ' ὅσον ἀποκατασταθοῦν στεναὶ οἰκονομικαὶ σχέσεις μεταξὺ τῶν δύο χωρῶν.	[607, 1551, 877, 1594]
paragraph: Ὁ κ. Κωστόπουλος ἀπήντησεν ὅτι ἡ ἑλληνικὴ κυβέρνησις θὰ μελετήσει τὴν πρότασιν μὲ πνεῦμα καλῆς θελήσεως. Ἡ συνομιλία διήρκεσε περισσότερον τῆς μιᾶς ὥρας καὶ διεξήχθη εἰς ἐγκάρδιον ἀτμόσφαιραν.	[607, 1598, 877, 1632]
column-rule	[298, 24, 299, 2300]
subheadline: Τὸ ἐδήλωσεν ὁ κ. Ζίβκωφ εἰς τὸν κ. Κωστόπουλον	[668, 1480, 1096, 1498]
paragraph: Ὁ κ. Τζόνσον ἐτόνισεν ὅτι ἡ συμμαχία πρέπει νὰ ἐξετάσει τὸ πρόβλημα τῆς πυρηνικῆς ἀμύνης μὲ πνεῦμα συνεργασίας, ὥστε ὅλα τὰ μέλη νὰ συμμετέχουν εἰς τὰς ἀποφάσεις.	[1170, 329, 1357, 373]
story-headline: ΑΠΕΤΥΧΕΝ ΕΚΤΟΞΕΥΣΙΣ ΠΥΡΑΥΛΟΥ «ΜΙΝΟΥΤΜΑΝ 1»	[924, 1071, 1146, 1097]
paragraph: ΟΥΑΣΙΓΚΤΩΝ, 29. (Ἀσσ. Πρές).— Ὁ πρόεδρος Τζόνσον, προσφωνῶν τὸν νέον γενικὸν γραμματέα τοῦ ΝΑΤΟ κ. Μπρόζιο, ἐδήλωσεν ὅτι ἡ Ἀμερικὴ δὲν ἐπιδιώκει νὰ ἐπιβληθεῖ ἐπὶ τῶν συμμάχων της καὶ ὅτι ἐπιθυμεῖ τὴν δικαιοτέραν κατανομὴν τῶν εὐθυνῶν.	[1170, 259, 1357, 325]
story-headline: ΜΙΚΡΑΙ ΕΙΔΗΣΕΙΣ ΤΗΣ ΠΟΛΕΩΣ	[345, 799, 555, 815]
column-1	[22, 24, 293, 2300]
paragraph: Ὁ κ. Κωστόπουλος ἀπήντησεν ὅτι ἡ ἑλληνικὴ κυβέρνησις θὰ μελετήσει τὴν πρότασιν μὲ πνεῦμα καλῆς θελήσεως. Ἡ συνομιλία διήρκεσε περισσότερον τῆς μιᾶς ὥρας καὶ διεξήχθη εἰς ἐγκάρδιον ἀτμόσφαιραν.	[913, 914, 1157, 958]
section-heading: ΑΡΧΑΙΡΕΣΙΑΙ «ΝΙΚΗΣ»	[97, 787, 217, 798]
